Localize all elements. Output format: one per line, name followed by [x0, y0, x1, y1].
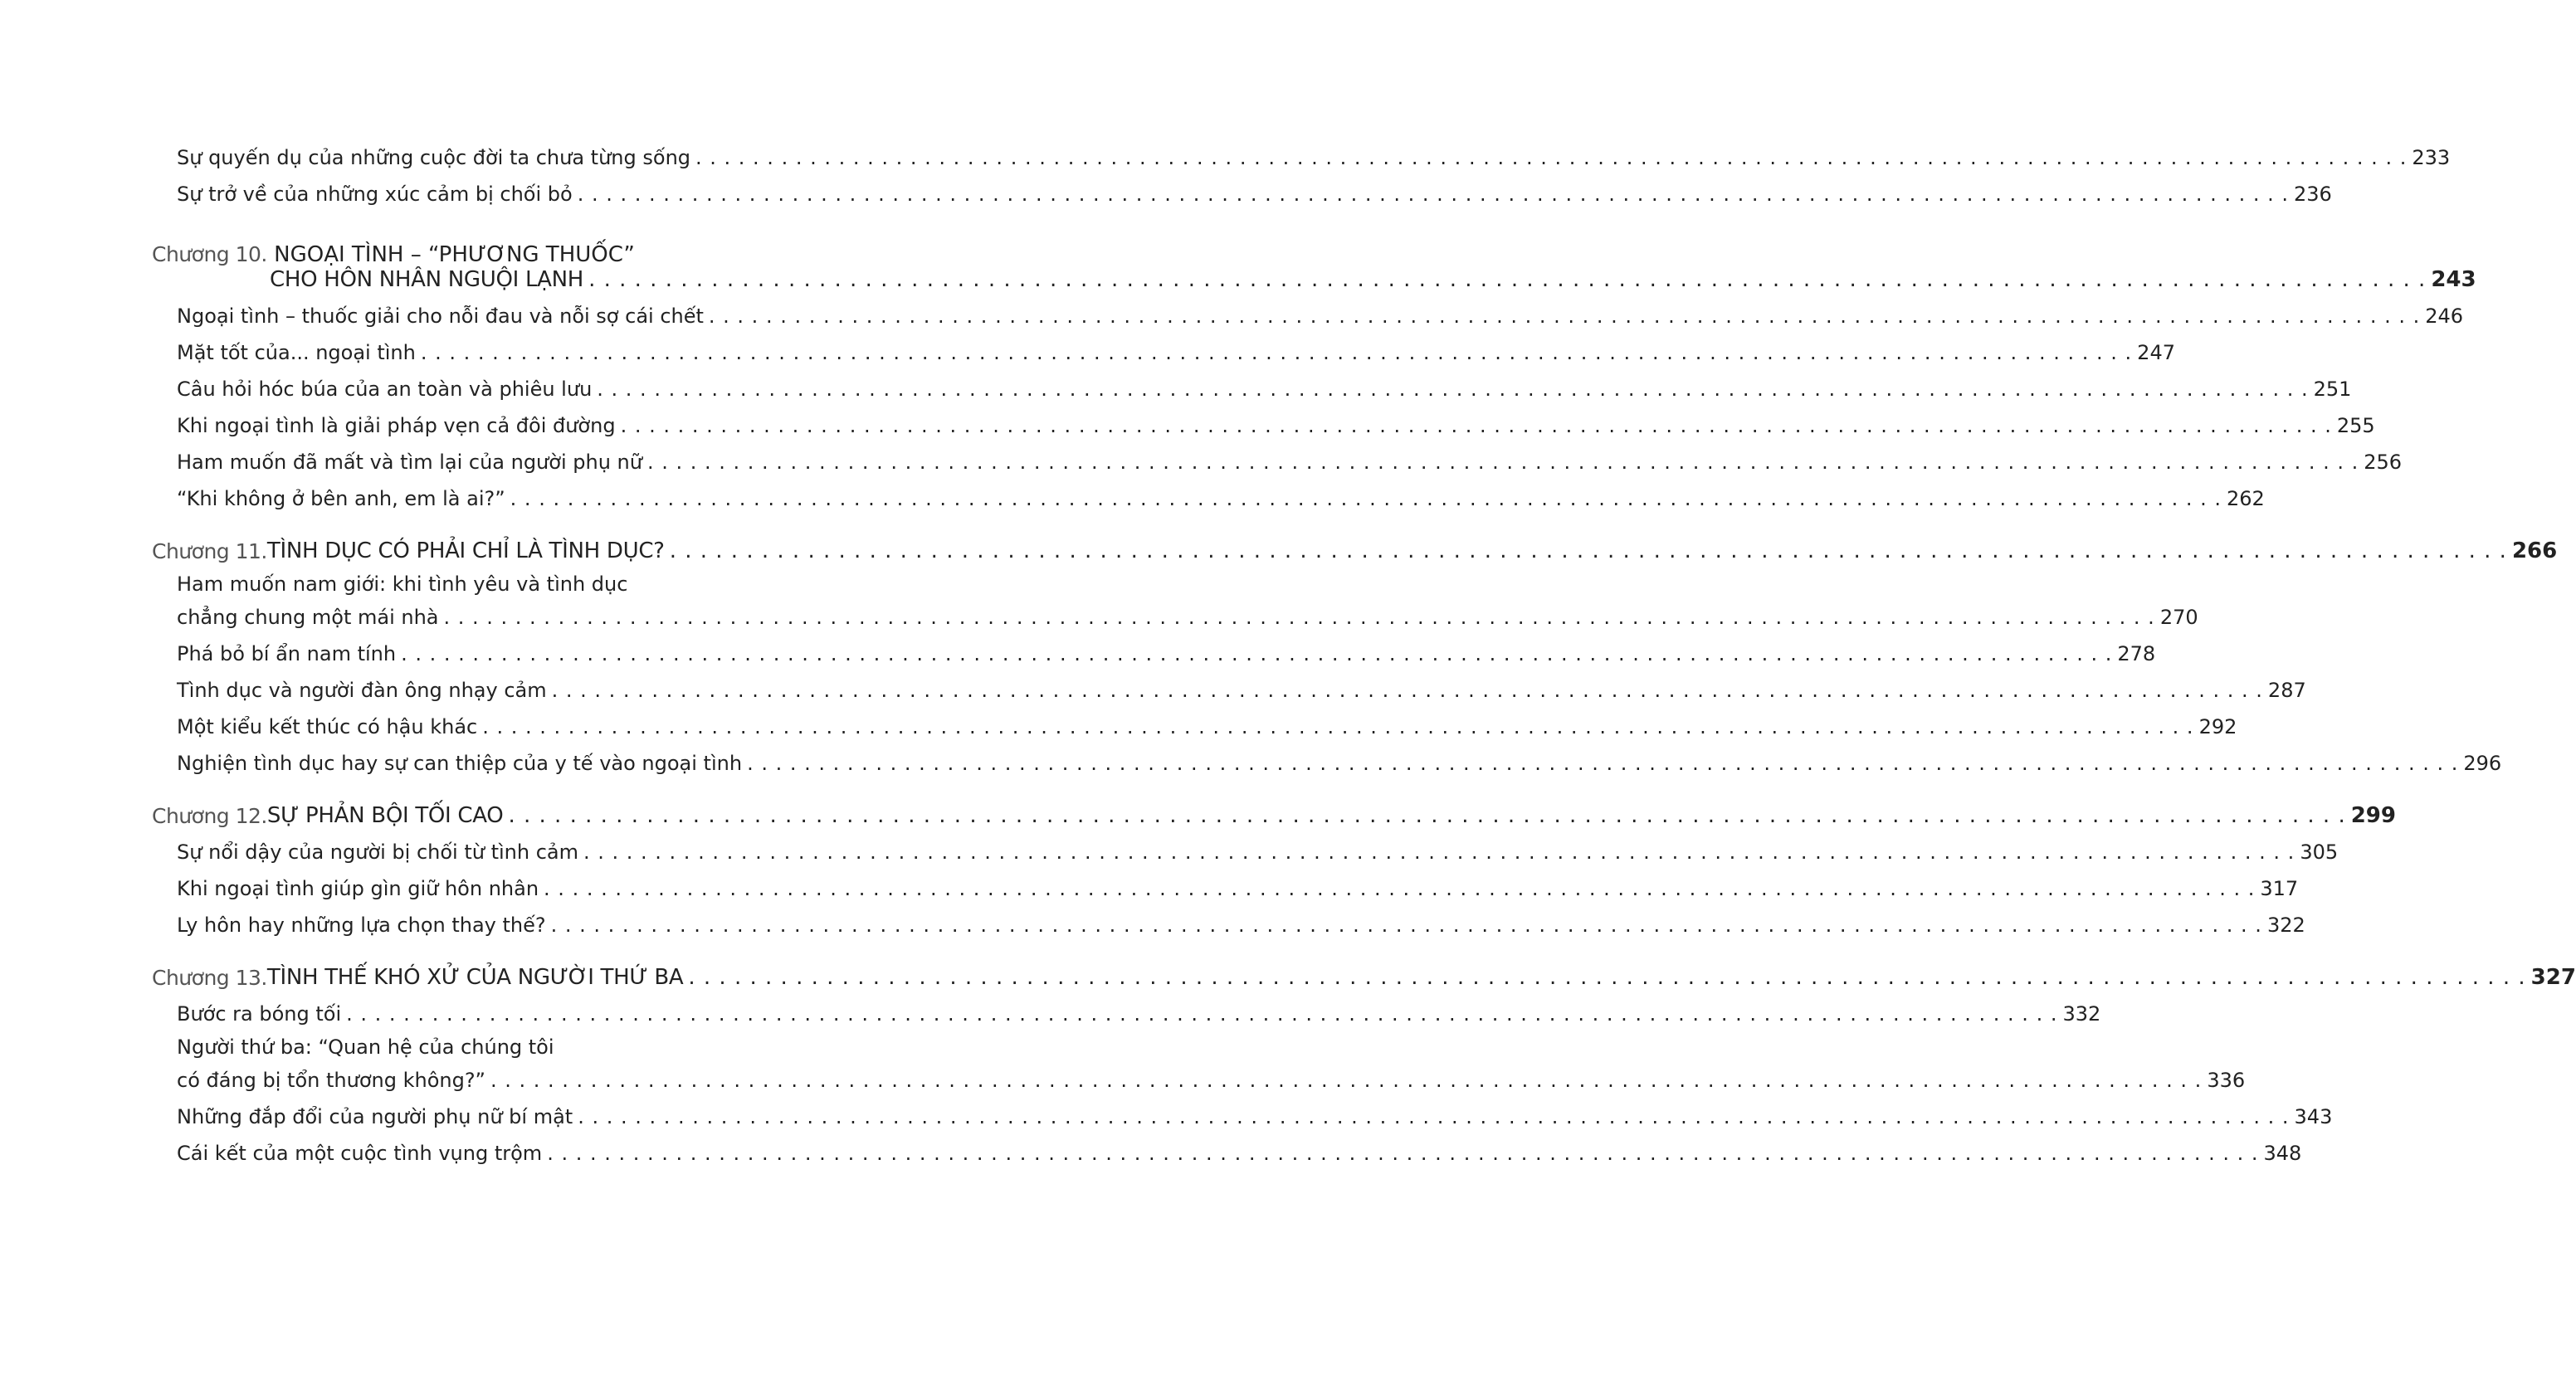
entry-page: 292: [2198, 715, 2237, 738]
dot-leader: . . . . . . . . . . . . . . . . . . . . . . . . . . . . . . . . . . . . . . . . . . . . . . . . . . . . . . . . . . . . . . . . . . . . . . . . . . . . . . . . . . . . . . . . . . . . . . . . . . . . . . . . . . . . . . . . . . . . . . . .: [578, 1105, 2290, 1128]
entry-title: Mặt tốt của... ngoại tình: [177, 341, 416, 364]
entry-page: 296: [2463, 752, 2502, 775]
entry-title: Ly hôn hay những lựa chọn thay thế?: [177, 914, 546, 937]
dot-leader: . . . . . . . . . . . . . . . . . . . . . . . . . . . . . . . . . . . . . . . . . . . . . . . . . . . . . . . . . . . . . . . . . . . . . . . . . . . . . . . . . . . . . . . . . . . . . . . . . . . . . . . . . . . . . . . . . . . . . . . .: [708, 305, 2421, 328]
dot-leader: . . . . . . . . . . . . . . . . . . . . . . . . . . . . . . . . . . . . . . . . . . . . . . . . . . . . . . . . . . . . . . . . . . . . . . . . . . . . . . . . . . . . . . . . . . . . . . . . . . . . . . . . . . . . . . . . . . . . . . . .: [688, 965, 2526, 990]
dot-leader: . . . . . . . . . . . . . . . . . . . . . . . . . . . . . . . . . . . . . . . . . . . . . . . . . . . . . . . . . . . . . . . . . . . . . . . . . . . . . . . . . . . . . . . . . . . . . . . . . . . . . . . . . . . . . . . . . . . . . . . .: [550, 914, 2262, 937]
toc-entry: [177, 601, 2198, 629]
dot-leader: . . . . . . . . . . . . . . . . . . . . . . . . . . . . . . . . . . . . . . . . . . . . . . . . . . . . . . . . . . . . . . . . . . . . . . . . . . . . . . . . . . . . . . . . . . . . . . . . . . . . . . . . . . . . . . . . . . . . . . . .: [695, 146, 2408, 169]
entry-page: 317: [2260, 877, 2299, 900]
entry-page: 246: [2425, 305, 2464, 328]
chapter-page: 299: [2350, 803, 2396, 828]
toc-entry: [177, 409, 2375, 437]
dot-leader: . . . . . . . . . . . . . . . . . . . . . . . . . . . . . . . . . . . . . . . . . . . . . . . . . . . . . . . . . . . . . . . . . . . . . . . . . . . . . . . . . . . . . . . . . . . . . . . . . . . . . . . . . . . . . . . . . . . . . . . .: [547, 1142, 2259, 1165]
toc-entry: [177, 482, 2265, 510]
entry-title: Một kiểu kết thúc có hậu khác: [177, 715, 478, 738]
toc-entry: [177, 710, 2237, 738]
dot-leader: . . . . . . . . . . . . . . . . . . . . . . . . . . . . . . . . . . . . . . . . . . . . . . . . . . . . . . . . . . . . . . . . . . . . . . . . . . . . . . . . . . . . . . . . . . . . . . . . . . . . . . . . . . . . . . . . . . . . . . . .: [510, 487, 2222, 510]
entry-title-line1: Ham muốn nam giới: khi tình yêu và tình dục: [177, 573, 628, 596]
toc-entry: [177, 178, 2332, 206]
dot-leader: . . . . . . . . . . . . . . . . . . . . . . . . . . . . . . . . . . . . . . . . . . . . . . . . . . . . . . . . . . . . . . . . . . . . . . . . . . . . . . . . . . . . . . . . . . . . . . . . . . . . . . . . . . . . . . . . . . . . . . . .: [583, 841, 2295, 864]
entry-page: 348: [2263, 1142, 2302, 1165]
toc-entry: [177, 836, 2339, 864]
chapter-label: Chương 11.: [152, 539, 267, 563]
chapter-title: TÌNH DỤC CÓ PHẢI CHỈ LÀ TÌNH DỤC?: [266, 538, 665, 563]
entry-title: “Khi không ở bên anh, em là ai?”: [177, 487, 505, 510]
entry-title: Nghiện tình dục hay sự can thiệp của y tế vào ngoại tình: [177, 752, 743, 775]
chapter-page: 266: [2511, 538, 2558, 563]
dot-leader: . . . . . . . . . . . . . . . . . . . . . . . . . . . . . . . . . . . . . . . . . . . . . . . . . . . . . . . . . . . . . . . . . . . . . . . . . . . . . . . . . . . . . . . . . . . . . . . . . . . . . . . . . . . . . . . . . . . . . . . .: [646, 451, 2359, 474]
toc-entry: [177, 446, 2403, 474]
toc-entry: [177, 909, 2305, 937]
dot-leader: . . . . . . . . . . . . . . . . . . . . . . . . . . . . . . . . . . . . . . . . . . . . . . . . . . . . . . . . . . . . . . . . . . . . . . . . . . . . . . . . . . . . . . . . . . . . . . . . . . . . . . . . . . . . . . . . . . . . . . . .: [551, 679, 2263, 702]
entry-title: Ngoại tình – thuốc giải cho nỗi đau và nỗi sợ cái chết: [177, 305, 704, 328]
entry-page: 247: [2137, 341, 2175, 364]
chapter-title: CHO HÔN NHÂN NGUỘI LẠNH: [270, 267, 584, 292]
entry-title: Câu hỏi hóc búa của an toàn và phiêu lưu: [177, 378, 593, 401]
entry-page: 336: [2207, 1069, 2246, 1092]
entry-page: 236: [2294, 183, 2332, 206]
entry-title: Cái kết của một cuộc tình vụng trộm: [177, 1142, 543, 1165]
chapter-page: 327: [2530, 965, 2576, 990]
dot-leader: . . . . . . . . . . . . . . . . . . . . . . . . . . . . . . . . . . . . . . . . . . . . . . . . . . . . . . . . . . . . . . . . . . . . . . . . . . . . . . . . . . . . . . . . . . . . . . . . . . . . . . . . . . . . . . . . . . . . . . . .: [490, 1069, 2203, 1092]
toc-entry: [177, 300, 2464, 328]
entry-page: 233: [2412, 146, 2451, 169]
chapter-heading: [152, 797, 2396, 828]
chapter-title: NGOẠI TÌNH – “PHƯƠNG THUỐC”: [274, 242, 635, 267]
chapter-heading-line2: [270, 261, 2476, 292]
chapter-title: SỰ PHẢN BỘI TỐI CAO: [266, 803, 504, 828]
chapter-label: Chương 13.: [152, 966, 267, 990]
entry-title: Phá bỏ bí ẩn nam tính: [177, 642, 397, 665]
dot-leader: . . . . . . . . . . . . . . . . . . . . . . . . . . . . . . . . . . . . . . . . . . . . . . . . . . . . . . . . . . . . . . . . . . . . . . . . . . . . . . . . . . . . . . . . . . . . . . . . . . . . . . . . . . . . . . . . . . . . . . . .: [669, 538, 2507, 563]
chapter-title: TÌNH THẾ KHÓ XỬ CỦA NGƯỜI THỨ BA: [266, 965, 684, 990]
toc-entry: [177, 141, 2451, 169]
toc-entry: [177, 997, 2101, 1026]
toc-entry: [177, 1064, 2246, 1092]
toc-entry: [177, 637, 2156, 665]
chapter-page: 243: [2431, 267, 2476, 292]
entry-page: 278: [2117, 642, 2156, 665]
entry-page: 322: [2266, 914, 2305, 937]
dot-leader: . . . . . . . . . . . . . . . . . . . . . . . . . . . . . . . . . . . . . . . . . . . . . . . . . . . . . . . . . . . . . . . . . . . . . . . . . . . . . . . . . . . . . . . . . . . . . . . . . . . . . . . . . . . . . . . . . . . . . . . .: [577, 183, 2290, 206]
dot-leader: . . . . . . . . . . . . . . . . . . . . . . . . . . . . . . . . . . . . . . . . . . . . . . . . . . . . . . . . . . . . . . . . . . . . . . . . . . . . . . . . . . . . . . . . . . . . . . . . . . . . . . . . . . . . . . . . . . . . . . . .: [620, 414, 2332, 437]
entry-page: 332: [2062, 1002, 2101, 1026]
dot-leader: . . . . . . . . . . . . . . . . . . . . . . . . . . . . . . . . . . . . . . . . . . . . . . . . . . . . . . . . . . . . . . . . . . . . . . . . . . . . . . . . . . . . . . . . . . . . . . . . . . . . . . . . . . . . . . . . . . . . . . . .: [588, 267, 2427, 292]
toc-entry: [177, 373, 2352, 401]
dot-leader: . . . . . . . . . . . . . . . . . . . . . . . . . . . . . . . . . . . . . . . . . . . . . . . . . . . . . . . . . . . . . . . . . . . . . . . . . . . . . . . . . . . . . . . . . . . . . . . . . . . . . . . . . . . . . . . . . . . . . . . .: [544, 877, 2256, 900]
entry-title: Khi ngoại tình giúp gìn giữ hôn nhân: [177, 877, 539, 900]
entry-page: 305: [2300, 841, 2339, 864]
toc-entry: [177, 747, 2502, 775]
entry-title-line1: Người thứ ba: “Quan hệ của chúng tôi: [177, 1035, 554, 1059]
entry-page: 255: [2336, 414, 2375, 437]
chapter-label: Chương 10.: [152, 242, 267, 266]
toc-entry: [177, 1100, 2333, 1128]
dot-leader: . . . . . . . . . . . . . . . . . . . . . . . . . . . . . . . . . . . . . . . . . . . . . . . . . . . . . . . . . . . . . . . . . . . . . . . . . . . . . . . . . . . . . . . . . . . . . . . . . . . . . . . . . . . . . . . . . . . . . . . .: [597, 378, 2309, 401]
chapter-heading: [152, 958, 2576, 990]
entry-title: Những đắp đổi của người phụ nữ bí mật: [177, 1105, 573, 1128]
entry-title: Ham muốn đã mất và tìm lại của người phụ nữ: [177, 451, 642, 474]
entry-title: Tình dục và người đàn ông nhạy cảm: [177, 679, 547, 702]
toc-entry: [177, 674, 2306, 702]
dot-leader: . . . . . . . . . . . . . . . . . . . . . . . . . . . . . . . . . . . . . . . . . . . . . . . . . . . . . . . . . . . . . . . . . . . . . . . . . . . . . . . . . . . . . . . . . . . . . . . . . . . . . . . . . . . . . . . . . . . . . . . .: [482, 715, 2194, 738]
toc-entry: [177, 1137, 2302, 1165]
entry-title: Sự quyến dụ của những cuộc đời ta chưa từng sống: [177, 146, 691, 169]
dot-leader: . . . . . . . . . . . . . . . . . . . . . . . . . . . . . . . . . . . . . . . . . . . . . . . . . . . . . . . . . . . . . . . . . . . . . . . . . . . . . . . . . . . . . . . . . . . . . . . . . . . . . . . . . . . . . . . . . . . . . . . .: [747, 752, 2459, 775]
entry-title: chẳng chung một mái nhà: [177, 606, 439, 629]
chapter-label: Chương 12.: [152, 804, 267, 828]
entry-page: 270: [2159, 606, 2198, 629]
entry-page: 262: [2226, 487, 2265, 510]
entry-title: có đáng bị tổn thương không?”: [177, 1069, 485, 1092]
toc-entry: [177, 872, 2299, 900]
dot-leader: . . . . . . . . . . . . . . . . . . . . . . . . . . . . . . . . . . . . . . . . . . . . . . . . . . . . . . . . . . . . . . . . . . . . . . . . . . . . . . . . . . . . . . . . . . . . . . . . . . . . . . . . . . . . . . . . . . . . . . . .: [420, 341, 2133, 364]
entry-page: 287: [2267, 679, 2306, 702]
entry-title: Sự nổi dậy của người bị chối từ tình cảm: [177, 841, 578, 864]
dot-leader: . . . . . . . . . . . . . . . . . . . . . . . . . . . . . . . . . . . . . . . . . . . . . . . . . . . . . . . . . . . . . . . . . . . . . . . . . . . . . . . . . . . . . . . . . . . . . . . . . . . . . . . . . . . . . . . . . . . . . . . .: [401, 642, 2113, 665]
entry-page: 251: [2313, 378, 2352, 401]
entry-title: Bước ra bóng tối: [177, 1002, 342, 1026]
entry-title: Khi ngoại tình là giải pháp vẹn cả đôi đường: [177, 414, 616, 437]
dot-leader: . . . . . . . . . . . . . . . . . . . . . . . . . . . . . . . . . . . . . . . . . . . . . . . . . . . . . . . . . . . . . . . . . . . . . . . . . . . . . . . . . . . . . . . . . . . . . . . . . . . . . . . . . . . . . . . . . . . . . . . .: [346, 1002, 2058, 1026]
chapter-heading: [152, 532, 2558, 563]
dot-leader: . . . . . . . . . . . . . . . . . . . . . . . . . . . . . . . . . . . . . . . . . . . . . . . . . . . . . . . . . . . . . . . . . . . . . . . . . . . . . . . . . . . . . . . . . . . . . . . . . . . . . . . . . . . . . . . . . . . . . . . .: [443, 606, 2155, 629]
entry-title: Sự trở về của những xúc cảm bị chối bỏ: [177, 183, 573, 206]
toc-entry: [177, 336, 2175, 364]
entry-page: 343: [2294, 1105, 2333, 1128]
entry-page: 256: [2364, 451, 2403, 474]
dot-leader: . . . . . . . . . . . . . . . . . . . . . . . . . . . . . . . . . . . . . . . . . . . . . . . . . . . . . . . . . . . . . . . . . . . . . . . . . . . . . . . . . . . . . . . . . . . . . . . . . . . . . . . . . . . . . . . . . . . . . . . .: [508, 803, 2346, 828]
